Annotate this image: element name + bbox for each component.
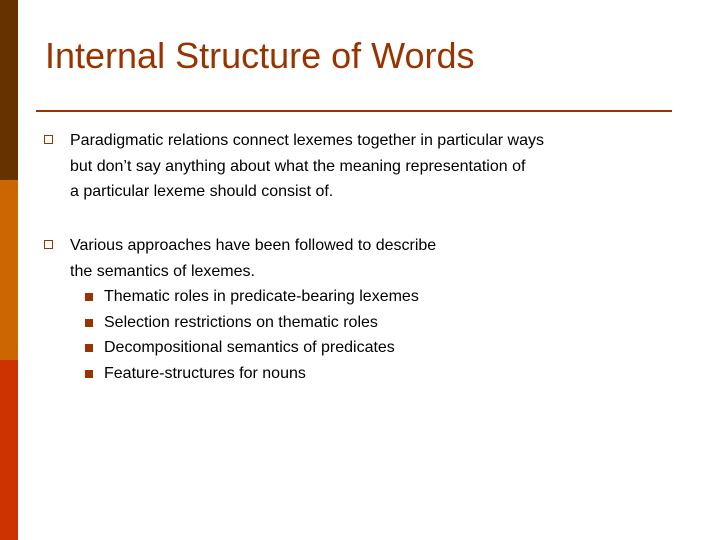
sub-bullet	[44, 335, 664, 361]
sub-bullet-text: Thematic roles in predicate-bearing lexemes	[104, 288, 419, 305]
sub-bullet-text: Selection restrictions on thematic roles	[104, 313, 378, 331]
left-stripe-middle	[0, 180, 18, 360]
filled-square-bullet-icon	[85, 344, 93, 352]
left-stripe-bottom	[0, 360, 18, 540]
slide-title: Internal Structure of Words	[45, 35, 475, 76]
left-stripe-top	[0, 0, 18, 180]
sub-bullet	[44, 361, 664, 387]
bullet-1-line-2: but don’t say anything about what the meaning representation of	[70, 157, 526, 175]
filled-square-bullet-icon	[85, 370, 93, 378]
sub-bullet	[44, 310, 664, 336]
bullet-2-line-1: Various approaches have been followed to describe	[70, 237, 437, 254]
bullet-2-line-2: the semantics of lexemes.	[70, 262, 255, 280]
hollow-square-bullet-icon	[44, 240, 53, 249]
sub-bullet	[44, 284, 664, 310]
bullet-2	[44, 233, 664, 386]
bullet-1-line-1: Paradigmatic relations connect lexemes together in particular ways	[70, 132, 545, 149]
title-divider	[36, 110, 672, 112]
bullet-1	[44, 128, 664, 205]
filled-square-bullet-icon	[85, 319, 93, 327]
bullet-1-line-3: a particular lexeme should consist of.	[70, 183, 334, 200]
sub-bullet-text: Feature-structures for nouns	[104, 364, 306, 382]
sub-bullet-text: Decompositional semantics of predicates	[104, 339, 395, 356]
sub-bullet-list	[44, 284, 664, 386]
hollow-square-bullet-icon	[44, 135, 53, 144]
filled-square-bullet-icon	[85, 293, 93, 301]
